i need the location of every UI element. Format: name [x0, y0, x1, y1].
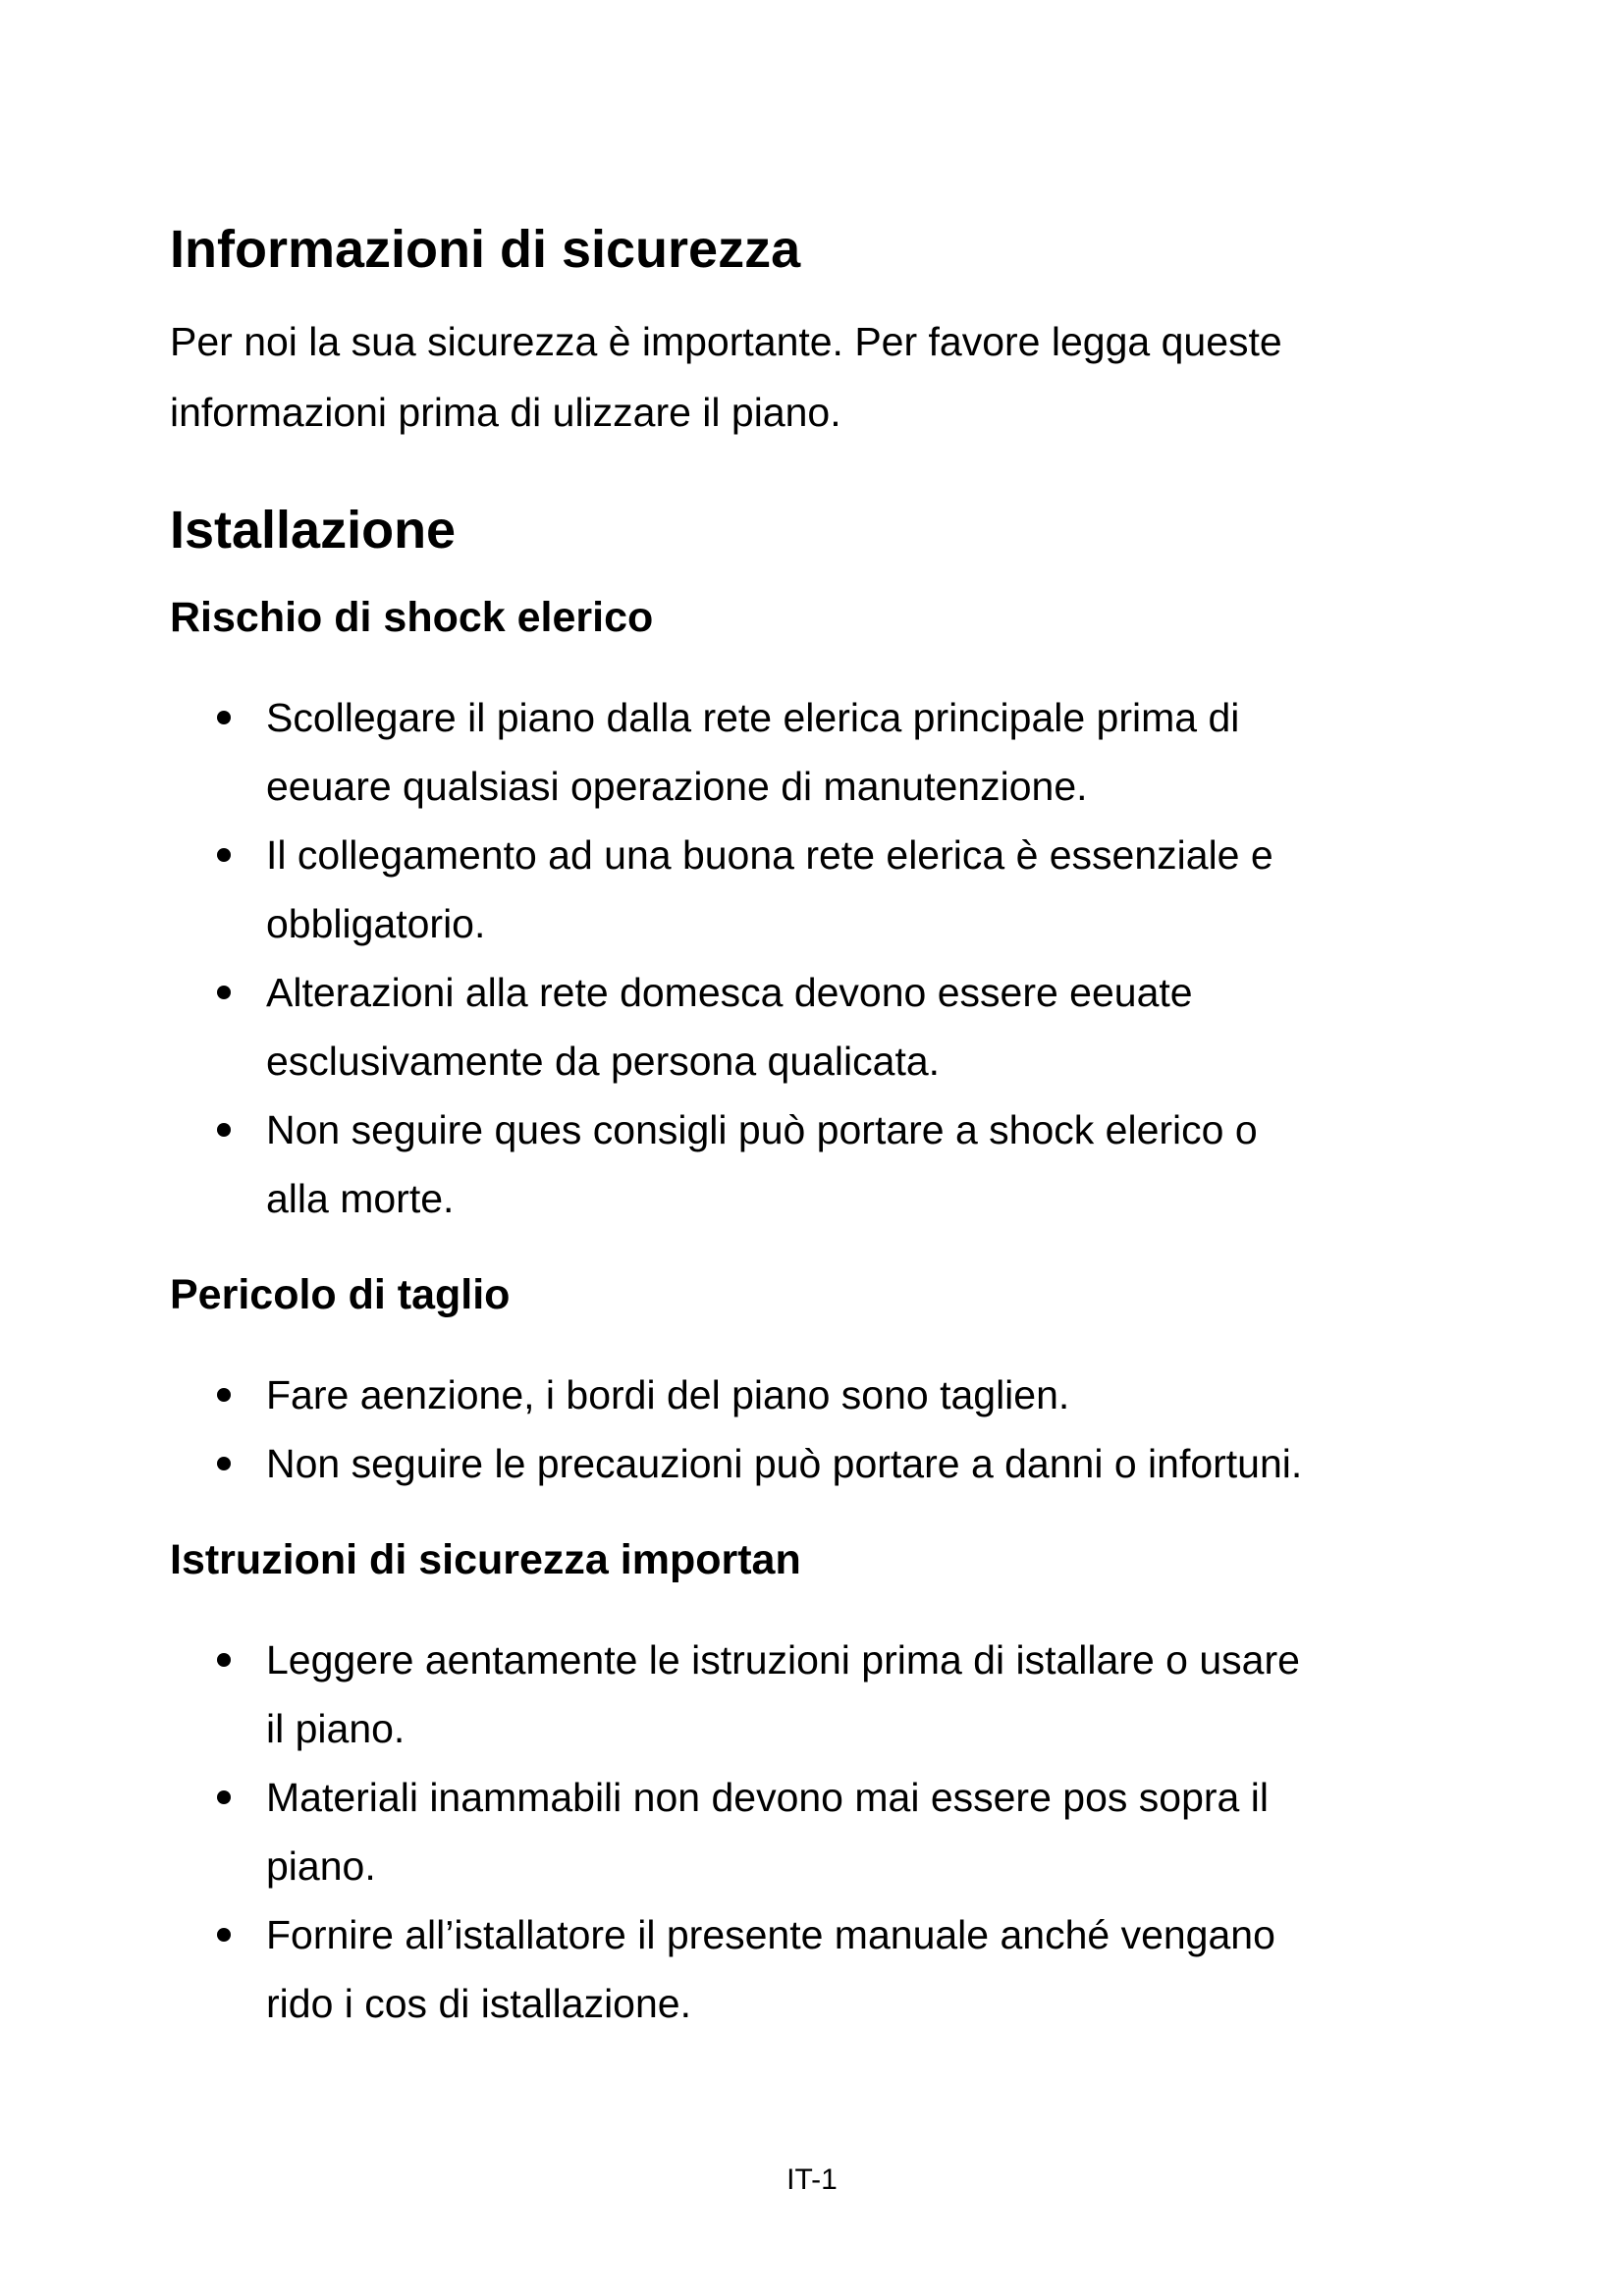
- list-item: Fornire all’istallatore il presente manuale anché vengano rido i cos di istallazione.: [170, 1900, 1446, 2038]
- bullet-icon: [217, 711, 231, 724]
- list-item: Non seguire ques consigli può portare a shock elerico o alla morte.: [170, 1095, 1446, 1233]
- heading-installation: Istallazione: [170, 501, 457, 560]
- bullet-icon: [217, 1457, 231, 1470]
- bullet-icon: [217, 1388, 231, 1402]
- subheading-cut-hazard: Pericolo di taglio: [170, 1271, 511, 1318]
- intro-line-1: Per noi la sua sicurezza è importante. Per favore legga queste: [170, 319, 1282, 364]
- bullet-icon: [217, 1123, 231, 1137]
- intro-paragraph: [170, 306, 1446, 448]
- list-item: Alterazioni alla rete domesca devono essere eeuate esclusivamente da persona qualicata.: [170, 958, 1446, 1095]
- list-item: Scollegare il piano dalla rete elerica principale prima di eeuare qualsiasi operazione di manutenzione.: [170, 683, 1446, 821]
- list-item: Materiali inammabili non devono mai essere pos sopra il piano.: [170, 1763, 1446, 1900]
- list-item: Fare aenzione, i bordi del piano sono taglien.: [170, 1361, 1446, 1429]
- subheading-shock-risk: Rischio di shock elerico: [170, 594, 654, 641]
- bullet-icon: [217, 1928, 231, 1942]
- bullet-list-shock: [170, 683, 1446, 1233]
- bullet-icon: [217, 986, 231, 999]
- list-item: Non seguire le precauzioni può portare a danni o infortuni.: [170, 1429, 1446, 1498]
- heading-safety-info: Informazioni di sicurezza: [170, 220, 801, 279]
- bullet-icon: [217, 1653, 231, 1667]
- bullet-list-cut: [170, 1361, 1446, 1498]
- subheading-safety-instructions: Istruzioni di sicurezza importan: [170, 1536, 801, 1583]
- document-page: [170, 218, 1446, 2038]
- bullet-icon: [217, 848, 231, 862]
- page-number: IT-1: [786, 2163, 838, 2196]
- intro-line-2: informazioni prima di ulizzare il piano.: [170, 390, 841, 435]
- bullet-list-instructions: [170, 1626, 1446, 2038]
- list-item: Leggere aentamente le istruzioni prima di istallare o usare il piano.: [170, 1626, 1446, 1763]
- bullet-icon: [217, 1790, 231, 1804]
- list-item: Il collegamento ad una buona rete elerica è essenziale e obbligatorio.: [170, 821, 1446, 958]
